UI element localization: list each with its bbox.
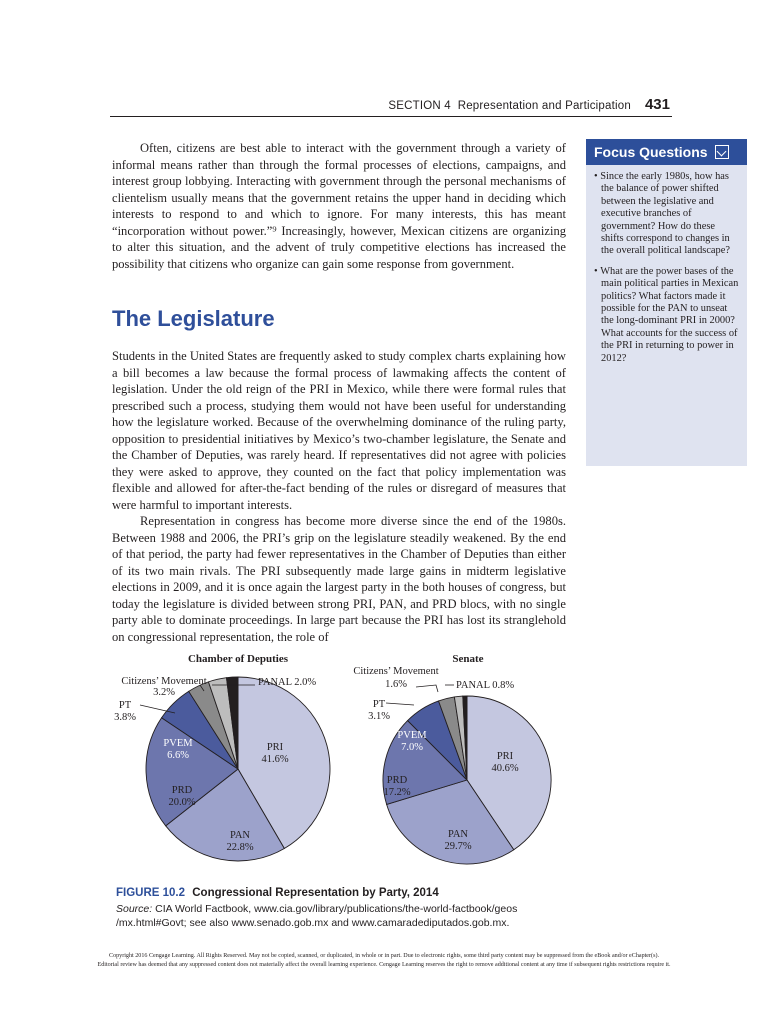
slice-label-prd: PRD (386, 775, 408, 786)
slice-label-prd: PRD (171, 785, 193, 796)
copyright-line: Editorial review has deemed that any suppressed content does not materially affect the overall learning experience. Cengage Learning reserves the right to remove additional content at any time if subsequent rights restrictions require it. (97, 962, 671, 968)
leader-line-pt (386, 703, 414, 705)
source-line: CIA World Factbook, www.cia.gov/library/publications/the-world-factbook/geos (155, 903, 518, 915)
slice-value-prd: 20.0% (168, 797, 196, 808)
chart-title: Senate (452, 653, 484, 665)
slice-label-pt: PT (118, 700, 132, 711)
slice-value-pvem: 6.6% (167, 750, 189, 761)
slice-label-panal: PANAL 2.0% (258, 677, 317, 688)
source-label: Source: (116, 903, 153, 915)
body-column-legislature (112, 348, 566, 645)
slice-label-pvem: PVEM (397, 730, 427, 741)
paragraph-informal-means: Often, citizens are best able to interact with the government through a variety of informal means rather than through the formal processes of elections, campaigns, and interest group lobbying. Interacting with government through the personal mechanisms of clientelism usually means that the government retains the upper hand in deciding which interests to respond to and which to ignore. For many interests, this has meant “incorporation without power.”⁹ Increasingly, however, Mexican citizens are organizing to alter this situation, and the advent of truly competitive elections has increased the possibility that citizens who organize can gain some response from government. (112, 141, 566, 271)
running-header (110, 96, 670, 113)
page-number: 431 (644, 96, 670, 113)
slice-value-pt: 3.8% (114, 712, 136, 723)
header-rule (110, 116, 672, 117)
slice-label-pri: PRI (496, 751, 514, 762)
pie-chart-chamber-of-deputies (114, 653, 330, 861)
focus-question: • Since the early 1980s, how has the balance of power shifted between the legislative and executive branches of government? How do these shifts correspond to changes in the overall political landscape? (594, 171, 739, 258)
copyright-line: Copyright 2016 Cengage Learning. All Rights Reserved. May not be copied, scanned, or duplicated, in whole or in part. Due to electronic rights, some third party content may be suppressed from the eBook and/or eChapter(s). (109, 953, 659, 959)
body-column-top (112, 140, 566, 272)
focus-question: • What are the power bases of the main political parties in Mexican politics? What factors made it possible for the PAN to unseat the long-dominant PRI in 2000? What accounts for the success of the PRI in returning to power in 2012? (594, 266, 739, 365)
focus-questions-title (586, 139, 747, 165)
slice-value-citizens-movement: 3.2% (153, 687, 175, 698)
slice-label-citizens-movement: Citizens’ Movement (353, 666, 439, 677)
pie-charts-figure (100, 645, 570, 877)
slice-value-pan: 29.7% (444, 841, 472, 852)
figure-title (116, 887, 616, 899)
section-heading: The Legislature (112, 306, 275, 331)
source-line: /mx.html#Govt; see also www.senado.gob.mx and www.camaradediputados.gob.mx. (116, 916, 510, 929)
slice-label-pri: PRI (266, 742, 284, 753)
slice-label-pvem: PVEM (163, 738, 193, 749)
slice-value-pt: 3.1% (368, 711, 390, 722)
chevron-down-icon (715, 145, 729, 159)
focus-questions-list (586, 165, 747, 365)
leader-line-citizens-movement (416, 685, 438, 692)
figure-number: FIGURE 10.2 (116, 887, 186, 899)
slice-value-pan: 22.8% (226, 842, 254, 853)
figure-caption (116, 887, 616, 930)
section-label: SECTION 4 Representation and Participation (388, 100, 631, 112)
slice-label-pan: PAN (229, 830, 251, 841)
slice-label-pan: PAN (447, 829, 469, 840)
paragraph-legislature-intro: Students in the United States are frequently asked to study complex charts explaining how a bill becomes a law because the formal process of lawmaking affects the content of legislation. Under the old reign of the PRI in Mexico, while there were formal rules that prescribed such a process, studying them would not have been useful for understanding how the legislature worked. Because of the overwhelming dominance of the ruling party, opposition to presidential initiatives by Mexico’s two-chamber legislature, the Senate and the Chamber of Deputies, was rarely heard. If representatives did not agree with policies they were asked to approve, they counted on the fact that policy implementation was flexible and allowed for after-the-fact bending of the rules or disregard of measures that were harmful to important interests. (112, 349, 566, 512)
pie-chart-senate (353, 653, 551, 864)
figure-title-text: Congressional Representation by Party, 2014 (192, 887, 439, 899)
slice-value-prd: 17.2% (383, 787, 411, 798)
slice-label-pt: PT (372, 699, 386, 710)
chart-title: Chamber of Deputies (187, 653, 289, 665)
figure-source (116, 903, 616, 930)
slice-value-pri: 40.6% (491, 763, 519, 774)
focus-questions-title-text: Focus Questions (594, 144, 708, 160)
slice-value-pvem: 7.0% (401, 742, 423, 753)
copyright-notice (70, 952, 698, 970)
slice-value-pri: 41.6% (261, 754, 289, 765)
slice-label-citizens-movement: Citizens’ Movement (121, 676, 207, 687)
focus-questions-box (586, 139, 747, 466)
slice-label-panal: PANAL 0.8% (456, 680, 515, 691)
paragraph-representation: Representation in congress has become more diverse since the end of the 1980s. Between 1988 and 2006, the PRI’s grip on the legislature steadily weakened. By the end of that period, the party had fewer representatives in the Chamber of Deputies than either of its two main rivals. The PRI subsequently made large gains in midterm legislative elections in 2009, and it is once again the largest party in the both houses of congress, but today the legislature is divided between strong PRI, PAN, and PRD blocs, with no single party able to dominate proceedings. In large part because the PRI has lost its stranglehold on congressional representation, the role of (112, 514, 566, 644)
slice-value-citizens-movement: 1.6% (385, 679, 407, 690)
